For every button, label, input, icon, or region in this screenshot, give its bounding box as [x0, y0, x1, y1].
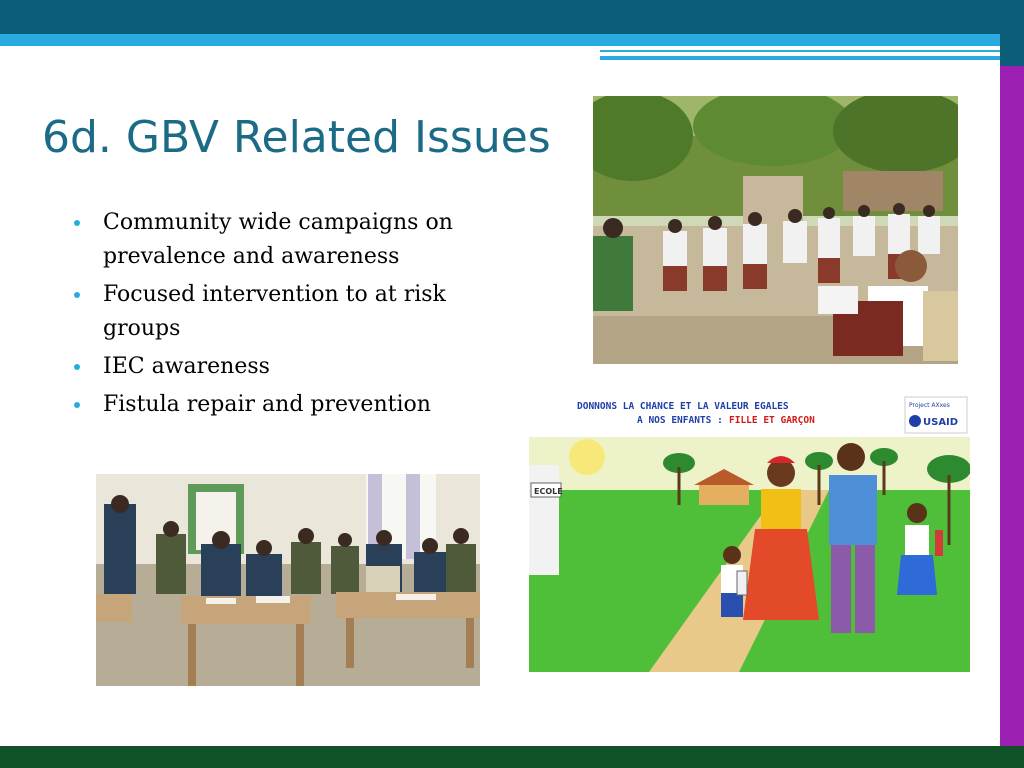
bullet-dot-icon: [74, 402, 80, 408]
equality-poster: [529, 395, 970, 672]
bullet-item: [72, 350, 502, 384]
bullet-item: [72, 206, 502, 274]
usaid-seal-icon: [909, 415, 921, 427]
bullet-dot-icon: [74, 292, 80, 298]
bullet-item: [72, 278, 502, 346]
bullet-text: Community wide campaigns on prevalence and awareness: [103, 210, 453, 269]
poster-headline-line1: DONNONS LA CHANCE ET LA VALEUR EGALES: [577, 401, 789, 412]
right-band-top: [1000, 0, 1024, 66]
poster-logo-agency: USAID: [923, 417, 959, 428]
top-band-light: [0, 34, 1000, 46]
slide-title: 6d. GBV Related Issues: [42, 112, 551, 163]
equality-poster-image: [529, 395, 970, 672]
right-band-purple: [1000, 0, 1024, 748]
poster-logo-project: Project AXxes: [909, 402, 950, 409]
bullet-item: [72, 388, 502, 422]
community-meeting-image: [593, 96, 958, 364]
bullet-dot-icon: [74, 220, 80, 226]
bullet-text: IEC awareness: [103, 354, 270, 379]
top-band-dark: [0, 0, 1000, 34]
top-band-lines: [600, 46, 1000, 66]
bullet-text: Fistula repair and prevention: [103, 392, 431, 417]
bullet-list: [72, 206, 502, 426]
bullet-dot-icon: [74, 364, 80, 370]
community-meeting-photo: [593, 96, 958, 364]
bottom-band-green: [0, 746, 1024, 768]
poster-school-sign: ECOLE: [534, 487, 563, 496]
poster-headline-highlight: FILLE ET GARÇON: [729, 415, 815, 426]
poster-headline-prefix: A NOS ENFANTS :: [637, 415, 723, 426]
classroom-training-photo: [96, 474, 480, 686]
bullet-text: Focused intervention to at risk groups: [103, 282, 446, 341]
classroom-training-image: [96, 474, 480, 686]
